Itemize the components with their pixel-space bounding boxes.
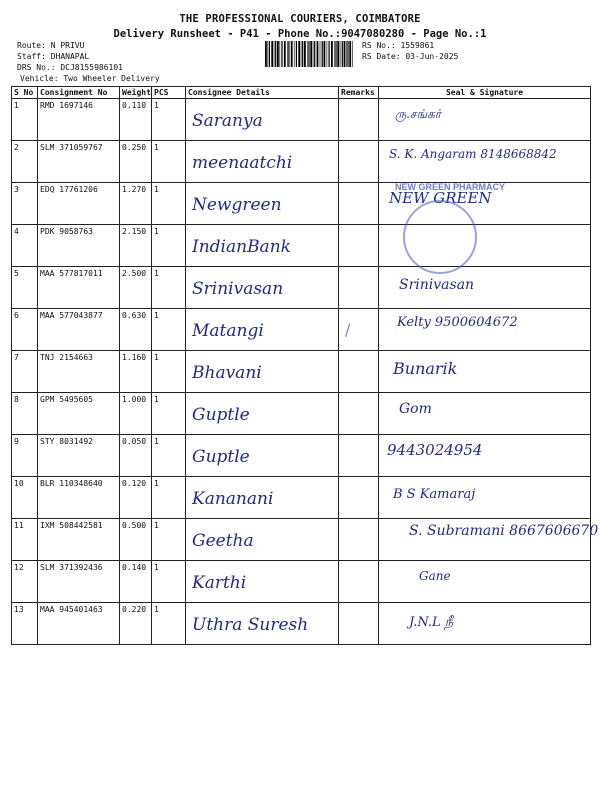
col-sno: S No [12,87,38,99]
row-sno: 6 [12,309,38,351]
row-pcs: 1 [152,267,186,309]
consignee-handwriting: meenaatchi [192,153,293,173]
row-sno: 7 [12,351,38,393]
signature-handwriting: Bunarik [393,359,458,378]
col-remarks: Remarks [339,87,379,99]
barcode-bar [342,41,343,67]
barcode-bar [320,41,321,67]
row-sno: 8 [12,393,38,435]
row-consignment-no: EDQ 17761206 [38,183,120,225]
row-remarks [339,183,379,225]
row-pcs: 1 [152,519,186,561]
row-signature [379,435,591,477]
barcode-bar [347,41,348,67]
barcode-bar [280,41,281,67]
table-row [12,435,591,477]
consignee-handwriting: Geetha [192,531,254,551]
row-weight: 0.140 [120,561,152,603]
table-row [12,267,591,309]
barcode-bar [331,41,333,67]
barcode-bar [274,41,275,67]
col-weight: Weight [120,87,152,99]
row-pcs: 1 [152,561,186,603]
row-pcs: 1 [152,225,186,267]
row-signature [379,393,591,435]
row-consignment-no: SLM 371392436 [38,561,120,603]
drs-field: DRS No.: DCJ8155986101 [17,63,123,72]
row-pcs: 1 [152,309,186,351]
row-pcs: 1 [152,477,186,519]
signature-handwriting: NEW GREEN [389,189,492,207]
table-row [12,141,591,183]
barcode-bar [352,41,353,67]
barcode-bar [265,41,267,67]
barcode-bar [340,41,341,67]
row-consignment-no: MAA 577817011 [38,267,120,309]
row-consignee [186,561,339,603]
barcode-bar [291,41,293,67]
row-consignee [186,267,339,309]
row-pcs: 1 [152,603,186,645]
table-row [12,99,591,141]
table-row [12,561,591,603]
row-sno: 4 [12,225,38,267]
row-signature [379,477,591,519]
row-signature [379,603,591,645]
signature-handwriting: S. Subramani 8667606670 [409,523,599,539]
row-weight: 0.250 [120,141,152,183]
barcode-bar [329,41,330,67]
barcode-bar [277,41,279,67]
row-weight: 0.050 [120,435,152,477]
row-pcs: 1 [152,141,186,183]
row-consignment-no: MAA 577043877 [38,309,120,351]
row-sno: 3 [12,183,38,225]
row-remarks [339,519,379,561]
barcode-bar [313,41,314,67]
row-consignment-no: GPM 5495605 [38,393,120,435]
company-title: THE PROFESSIONAL COURIERS, COIMBATORE [179,13,421,25]
row-weight: 0.630 [120,309,152,351]
table-row [12,603,591,645]
row-signature [379,267,591,309]
barcode-bar [314,41,315,67]
barcode-bar [344,41,346,67]
barcode-bar [269,41,270,67]
row-consignee [186,99,339,141]
consignee-handwriting: Uthra Suresh [192,615,309,635]
row-signature [379,141,591,183]
row-sno: 10 [12,477,38,519]
row-remarks [339,435,379,477]
barcode-bar [268,41,269,67]
signature-handwriting: Gane [419,569,451,583]
table-row [12,225,591,267]
table-row [12,519,591,561]
row-consignment-no: PDK 9058763 [38,225,120,267]
row-sno: 5 [12,267,38,309]
row-remarks [339,99,379,141]
rs-number: RS No.: 1559861 [362,41,435,50]
barcode-bar [310,41,312,67]
rs-date: RS Date: 03-Jun-2025 [362,52,459,61]
row-remarks [339,477,379,519]
runsheet-table [11,86,599,645]
row-consignee [186,435,339,477]
staff-field: Staff: DHANAPAL [17,52,90,61]
row-consignee [186,393,339,435]
row-consignment-no: BLR 110348640 [38,477,120,519]
row-consignee [186,309,339,351]
row-weight: 0.110 [120,99,152,141]
row-weight: 1.000 [120,393,152,435]
signature-handwriting: B S Kamaraj [393,487,476,502]
barcode-bar [294,41,295,67]
consignee-handwriting: Newgreen [192,195,282,215]
barcode-bar [308,41,309,67]
consignee-handwriting: Karthi [192,573,247,593]
barcode-bar [302,41,303,67]
barcode-bar [346,41,347,67]
row-signature [379,99,591,141]
signature-handwriting: S. K. Angaram 8148668842 [389,147,557,161]
barcode-bar [287,41,288,67]
remarks-tick: / [345,320,351,339]
barcode-bar [296,41,297,67]
barcode-bar [337,41,339,67]
consignee-handwriting: Srinivasan [192,279,284,299]
barcode-bar [284,41,286,67]
row-consignment-no: MAA 945401463 [38,603,120,645]
table-row [12,393,591,435]
row-sno: 9 [12,435,38,477]
row-sno: 2 [12,141,38,183]
barcode-bar [317,41,319,67]
table-row [12,477,591,519]
row-remarks [339,561,379,603]
barcode-bar [281,41,282,67]
row-signature [379,309,591,351]
col-pcs: PCS [152,87,186,99]
consignee-handwriting: Guptle [192,447,250,467]
table-row [12,309,591,351]
row-weight: 0.220 [120,603,152,645]
row-consignment-no: RMD 1697146 [38,99,120,141]
row-signature [379,351,591,393]
row-remarks [339,603,379,645]
col-signature: Seal & Signature [379,87,591,99]
consignee-handwriting: Saranya [192,111,263,131]
row-sno: 1 [12,99,38,141]
pharmacy-stamp [403,200,477,274]
vehicle-field: Vehicle: Two Wheeler Delivery [20,74,160,83]
stamp-text: NEW GREEN PHARMACY [395,182,506,192]
barcode-bar [327,41,328,67]
row-sno: 12 [12,561,38,603]
barcode-bar [349,41,351,67]
row-consignee [186,519,339,561]
row-pcs: 1 [152,393,186,435]
row-remarks [339,267,379,309]
signature-handwriting: Gom [399,401,432,417]
row-consignee [186,477,339,519]
signature-handwriting: J.N.L நீ [409,615,454,630]
row-signature [379,561,591,603]
row-consignment-no: TNJ 2154663 [38,351,120,393]
row-pcs: 1 [152,183,186,225]
barcode-bar [322,41,323,67]
row-remarks [339,393,379,435]
signature-handwriting: Srinivasan [399,277,475,293]
barcode-bar [334,41,335,67]
table-row [12,351,591,393]
barcode-bar [298,41,300,67]
row-pcs: 1 [152,99,186,141]
row-signature [379,519,599,561]
row-weight: 0.120 [120,477,152,519]
row-consignment-no: IXM 508442581 [38,519,120,561]
barcode-bar [324,41,326,67]
row-consignment-no: SLM 371059767 [38,141,120,183]
barcode-bar [307,41,308,67]
consignee-handwriting: Matangi [192,321,264,341]
col-consignee: Consignee Details [186,87,339,99]
row-remarks [339,351,379,393]
consignee-handwriting: IndianBank [192,237,291,257]
consignee-handwriting: Kananani [192,489,274,509]
row-sno: 13 [12,603,38,645]
route-field: Route: N PRIVU [17,41,85,50]
row-consignment-no: STY 8031492 [38,435,120,477]
barcode-bar [304,41,306,67]
consignee-handwriting: Guptle [192,405,250,425]
row-weight: 0.500 [120,519,152,561]
barcode-bar [301,41,302,67]
signature-handwriting: ரு.சங்கர் [395,107,442,121]
barcode-bar [335,41,336,67]
row-weight: 1.270 [120,183,152,225]
barcode [265,41,355,67]
row-pcs: 1 [152,351,186,393]
signature-handwriting: 9443024954 [387,441,483,459]
table-header-row [12,87,591,99]
row-weight: 2.500 [120,267,152,309]
row-weight: 1.160 [120,351,152,393]
row-consignee [186,351,339,393]
barcode-bar [288,41,289,67]
row-remarks [339,141,379,183]
row-consignee [186,183,339,225]
row-weight: 2.150 [120,225,152,267]
signature-handwriting: Kelty 9500604672 [397,315,518,330]
col-consignment: Consignment No [38,87,120,99]
consignee-handwriting: Bhavani [192,363,262,383]
row-consignee [186,603,339,645]
row-remarks [339,225,379,267]
row-consignee [186,225,339,267]
row-consignee [186,141,339,183]
row-sno: 11 [12,519,38,561]
barcode-bar [271,41,273,67]
barcode-bar [275,41,276,67]
runsheet-title: Delivery Runsheet - P41 - Phone No.:9047080280 - Page No.:1 [113,28,487,40]
row-pcs: 1 [152,435,186,477]
